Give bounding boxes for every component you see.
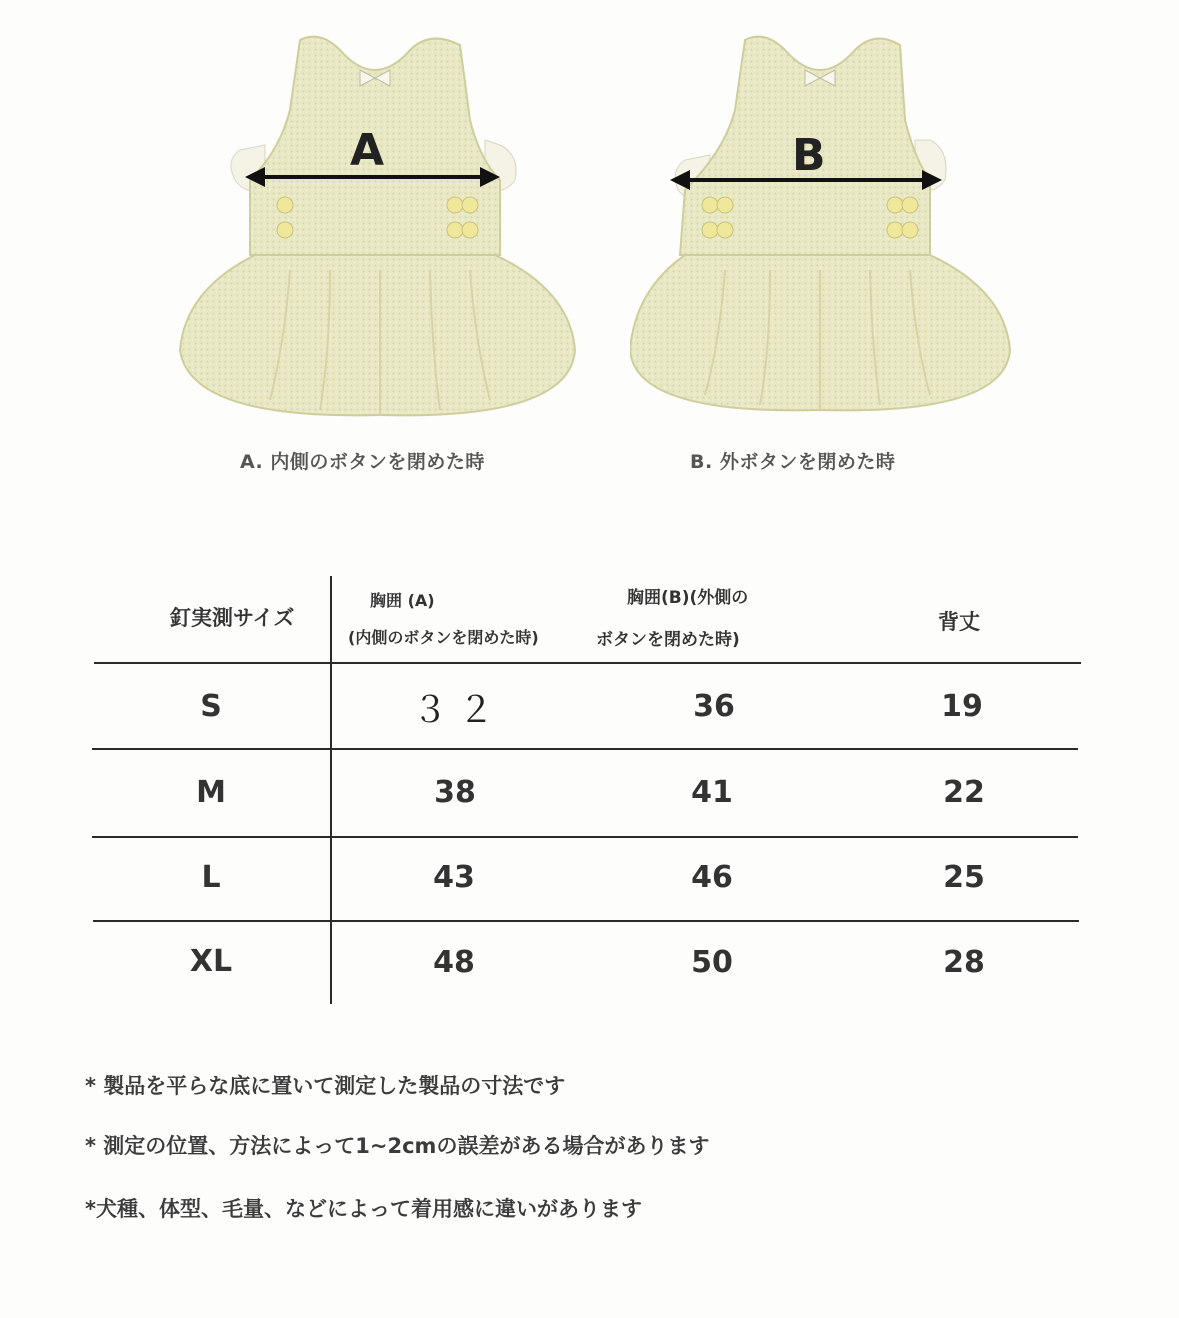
table-divider-vertical [330, 576, 332, 1004]
cell-chest-a: ３２ [411, 690, 504, 731]
dress-b-illustration [630, 30, 1050, 430]
table-divider-row1 [92, 748, 1078, 750]
cell-chest-a: 38 [434, 775, 476, 810]
dress-b-letter: B [792, 130, 826, 181]
cell-back: 28 [943, 945, 985, 980]
header-chest-a-line2: (内側のボタンを閉めた時) [348, 628, 539, 647]
cell-chest-a: 48 [433, 945, 475, 980]
dress-a-letter: A [350, 125, 385, 176]
cell-size: M [196, 775, 226, 810]
header-chest-b-line2: ボタンを閉めた時) [596, 630, 740, 650]
table-divider-header [94, 662, 1081, 664]
note-measurement-error: * 測定の位置、方法によって1~2cmの誤差がある場合があります [85, 1134, 710, 1158]
cell-chest-b: 50 [691, 945, 733, 980]
table-divider-row3 [93, 920, 1079, 922]
dress-a-illustration [170, 30, 590, 430]
cell-chest-a: 43 [433, 860, 475, 895]
note-measurement-method: * 製品を平らな底に置いて測定した製品の寸法です [85, 1074, 566, 1098]
header-chest-b-line1: 胸囲(B)(外側の [627, 588, 749, 608]
header-size: 釘実測サイズ [170, 606, 295, 630]
header-back-length: 背丈 [938, 610, 980, 634]
cell-size: S [200, 689, 222, 724]
cell-back: 19 [941, 689, 983, 724]
cell-chest-b: 41 [691, 775, 733, 810]
cell-chest-b: 46 [691, 860, 733, 895]
cell-size: XL [189, 944, 233, 979]
header-chest-a-line1: 胸囲 (A) [370, 591, 435, 610]
cell-back: 25 [943, 860, 985, 895]
cell-back: 22 [943, 775, 985, 810]
dress-b-caption: B. 外ボタンを閉めた時 [690, 451, 896, 473]
cell-size: L [201, 860, 221, 895]
note-fit-difference: *犬種、体型、毛量、などによって着用感に違いがあります [85, 1197, 642, 1221]
cell-chest-b: 36 [693, 689, 735, 724]
dress-a-caption: A. 内側のボタンを閉めた時 [240, 451, 485, 473]
table-divider-row2 [92, 836, 1078, 838]
